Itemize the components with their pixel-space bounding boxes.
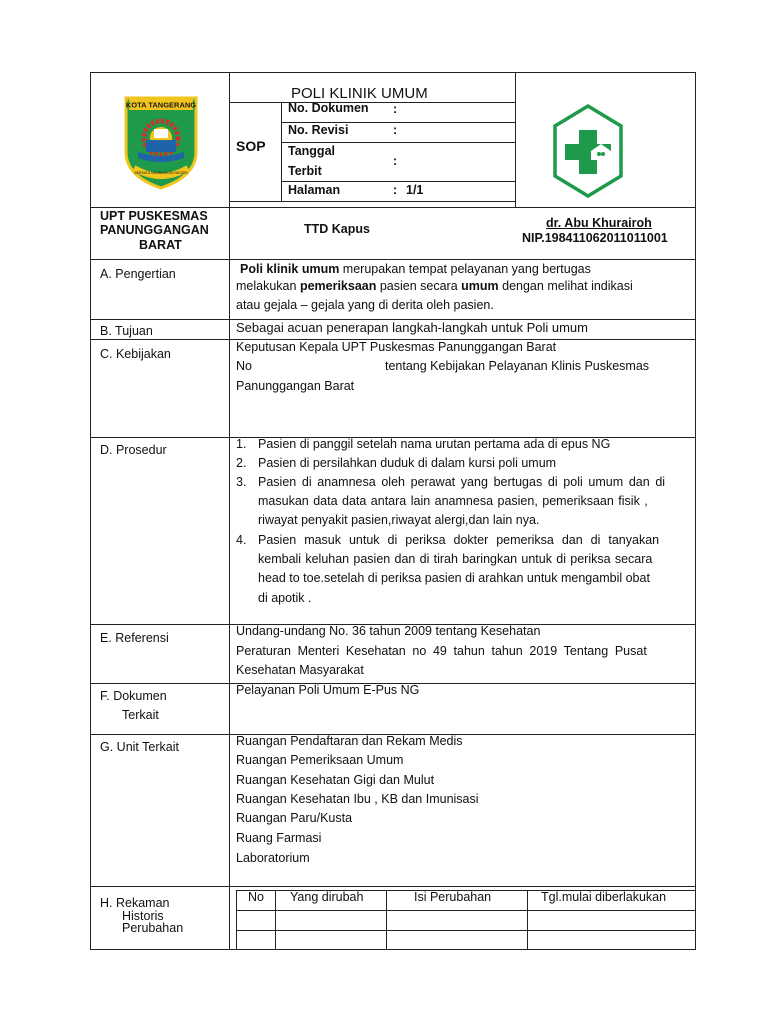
label-dokumen-line2: Terkait <box>122 708 159 722</box>
org-name-line2: PANUNGGANGAN <box>100 223 209 237</box>
label-unit-terkait: G. Unit Terkait <box>100 740 179 754</box>
rekaman-col-yang-dirubah: Yang dirubah <box>290 890 364 904</box>
label-prosedur: D. Prosedur <box>100 443 167 457</box>
unit-item: Ruangan Kesehatan Ibu , KB dan Imunisasi <box>236 792 479 806</box>
kebijakan-line2-no: No <box>236 359 252 373</box>
unit-item: Ruang Farmasi <box>236 831 322 845</box>
referensi-line2: Peraturan Menteri Kesehatan no 49 tahun tahun 2019 Tentang Pusat <box>236 644 647 658</box>
prosedur-num-2: 2. <box>236 456 247 470</box>
rekaman-col-tgl-berlaku: Tgl.mulai diberlakukan <box>541 890 667 904</box>
kebijakan-line1: Keputusan Kepala UPT Puskesmas Panunggangan Barat <box>236 340 557 354</box>
dokumen-text: Pelayanan Poli Umum E-Pus NG <box>236 683 420 697</box>
prosedur-item-1-line-1: Pasien di panggil setelah nama urutan pertama ada di epus NG <box>258 437 611 451</box>
puskesmas-logo <box>553 104 623 198</box>
rekaman-col-isi-perubahan: Isi Perubahan <box>414 890 492 904</box>
field-no-dokumen-label: No. Dokumen <box>288 101 369 115</box>
label-kebijakan: C. Kebijakan <box>100 347 171 361</box>
ttd-kapus: TTD Kapus <box>304 222 370 236</box>
field-halaman-value: 1/1 <box>406 183 424 197</box>
signatory-name: dr. Abu Khurairoh <box>546 216 652 230</box>
label-rekaman-line3: Perubahan <box>122 921 184 935</box>
label-referensi: E. Referensi <box>100 631 169 645</box>
logo-motto: BERSATU MEMBANGUN NEGERI <box>134 171 188 175</box>
referensi-line1: Undang-undang No. 36 tahun 2009 tentang Kesehatan <box>236 624 541 638</box>
unit-item: Ruangan Kesehatan Gigi dan Mulut <box>236 773 435 787</box>
field-terbit-label: Terbit <box>288 164 322 178</box>
document-title: POLI KLINIK UMUM <box>291 85 428 102</box>
unit-item: Ruangan Paru/Kusta <box>236 811 353 825</box>
label-pengertian: A. Pengertian <box>100 267 176 281</box>
field-tanggal-sep: : <box>393 154 398 168</box>
field-tanggal-label: Tanggal <box>288 144 335 158</box>
field-halaman-label: Halaman <box>288 183 341 197</box>
tujuan-text: Sebagai acuan penerapan langkah-langkah untuk Poli umum <box>236 320 588 335</box>
label-dokumen-line1: F. Dokumen <box>100 689 167 703</box>
prosedur-item-4-line-3: head to toe.setelah di periksa pasien di arahkan untuk mengambil obat <box>258 571 650 585</box>
field-no-dokumen-sep: : <box>393 102 398 116</box>
prosedur-item-3-line-1: Pasien di anamnesa oleh perawat yang bertugas di poli umum dan di <box>258 475 666 489</box>
kebijakan-line3: Panunggangan Barat <box>236 379 355 393</box>
prosedur-item-4-line-4: di apotik . <box>258 591 312 605</box>
pengertian-line1: Poli klinik umum merupakan tempat pelayanan yang bertugas <box>240 262 591 276</box>
signatory-nip: NIP.198411062011011001 <box>522 231 668 245</box>
pengertian-line2: melakukan pemeriksaan pasien secara umum dengan melihat indikasi <box>236 279 633 293</box>
pengertian-line3: atau gejala – gejala yang di derita oleh pasien. <box>236 298 494 312</box>
unit-item: Laboratorium <box>236 851 310 865</box>
org-name-line3: BARAT <box>139 238 182 252</box>
prosedur-num-1: 1. <box>236 437 247 451</box>
prosedur-num-3: 3. <box>236 475 247 489</box>
prosedur-item-4-line-2: kembali keluhan pasien dan di tirah baringkan untuk di periksa secara <box>258 552 653 566</box>
field-no-revisi-label: No. Revisi <box>288 123 349 137</box>
prosedur-item-3-line-3: riwayat penyakit pasien,riwayat alergi,dan lain nya. <box>258 513 540 527</box>
label-tujuan: B. Tujuan <box>100 324 153 338</box>
prosedur-item-3-line-2: masukan data data antara lain anamnesa pasien, pemeriksaan fisik , <box>258 494 648 508</box>
sop-label: SOP <box>236 138 266 154</box>
unit-item: Ruangan Pendaftaran dan Rekam Medis <box>236 734 463 748</box>
referensi-line3: Kesehatan Masyarakat <box>236 663 364 677</box>
rekaman-col-no: No <box>248 890 264 904</box>
kota-tangerang-logo <box>120 94 202 190</box>
prosedur-item-4-line-1: Pasien masuk untuk di periksa dokter pemeriksa dan di tanyakan <box>258 533 660 547</box>
field-halaman-sep: : <box>393 183 398 197</box>
prosedur-num-4: 4. <box>236 533 247 547</box>
org-name-line1: UPT PUSKESMAS <box>100 209 208 223</box>
unit-item: Ruangan Pemeriksaan Umum <box>236 753 404 767</box>
logo-city-name: KOTA TANGERANG <box>125 100 197 110</box>
label-rekaman-line1: H. Rekaman <box>100 896 170 910</box>
prosedur-item-2-line-1: Pasien di persilahkan duduk di dalam kursi poli umum <box>258 456 557 470</box>
field-no-revisi-sep: : <box>393 123 398 137</box>
label-rekaman-line2: Historis <box>122 909 164 923</box>
kebijakan-line2-rest: tentang Kebijakan Pelayanan Klinis Puskesmas <box>385 359 650 373</box>
